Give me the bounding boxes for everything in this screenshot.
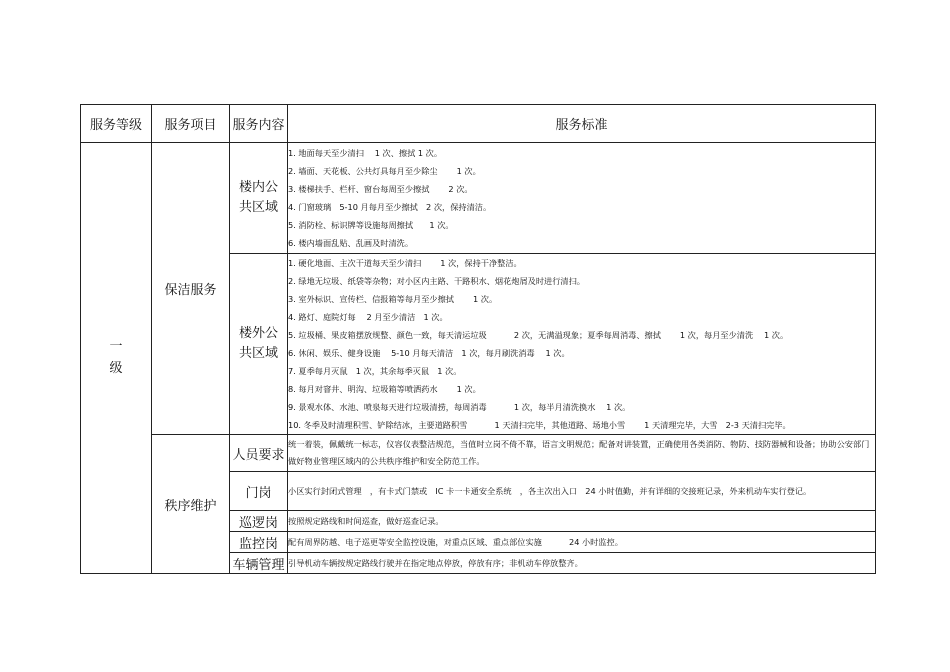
indoor-standard-4: 4. 门窗玻璃 5-10 月每月至少擦拭 2 次，保持清洁。 xyxy=(288,202,492,212)
outdoor-standard-10: 10. 冬季及时清理积雪、铲除结冰，主要道路积雪 1 天清扫完毕，其他道路、场地小雪 1 天清理完毕，大雪 2-3 天清扫完毕。 xyxy=(288,420,791,430)
outdoor-standard-4: 4. 路灯、庭院灯每 2 月至少清洁 1 次。 xyxy=(288,312,448,322)
header-service-content: 服务内容 xyxy=(230,105,288,143)
outdoor-standard-8: 8. 每月对窨井、明沟、垃圾箱等喷洒药水 1 次。 xyxy=(288,384,481,394)
level-line1: 一 xyxy=(109,339,123,354)
header-service-standard: 服务标准 xyxy=(288,105,876,143)
outdoor-standard-7: 7. 夏季每月灭鼠 1 次，其余每季灭鼠 1 次。 xyxy=(288,366,462,376)
level-line2: 级 xyxy=(109,361,123,376)
patrol-content: 巡逻岗 xyxy=(230,511,288,532)
patrol-standard: 按照规定路线和时间巡查，做好巡查记录。 xyxy=(288,511,876,532)
indoor-standard-3: 3. 楼梯扶手、栏杆、窗台每周至少擦拭 2 次。 xyxy=(288,184,473,194)
cleaning-service-item: 保洁服务 xyxy=(152,143,230,435)
indoor-area-content xyxy=(230,143,288,254)
outdoor-standard-5: 5. 垃圾桶、果皮箱摆放规整、颜色一致，每天清运垃圾 2 次，无满溢现象；夏季每周消毒、擦拭 1 次，每月至少清洗 1 次。 xyxy=(288,330,789,340)
order-personnel-row xyxy=(81,435,876,472)
service-standard-table xyxy=(80,104,876,574)
outdoor-line1: 楼外公 xyxy=(238,326,278,341)
indoor-standards xyxy=(288,143,876,254)
indoor-standard-6: 6. 楼内墙面乱贴、乱画及时清洗。 xyxy=(288,238,414,248)
personnel-content: 人员要求 xyxy=(230,435,288,472)
outdoor-standard-2: 2. 绿地无垃圾、纸袋等杂物；对小区内主路、干路积水、烟花炮屑及时进行清扫。 xyxy=(288,276,585,286)
outdoor-standard-3: 3. 室外标识、宣传栏、信报箱等每月至少擦拭 1 次。 xyxy=(288,294,498,304)
header-service-item: 服务项目 xyxy=(152,105,230,143)
indoor-line2: 共区域 xyxy=(238,200,278,215)
vehicle-standard: 引导机动车辆按规定路线行驶并在指定地点停放，停放有序；非机动车停放整齐。 xyxy=(288,553,876,574)
order-service-item: 秩序维护 xyxy=(152,435,230,574)
outdoor-standard-9: 9. 景观水体、水池、喷泉每天进行垃圾清捞，每周消毒 1 次，每半月清洗换水 1 次。 xyxy=(288,402,631,412)
header-service-level: 服务等级 xyxy=(81,105,152,143)
gate-standard: 小区实行封闭式管理 ，有卡式门禁或 IC 卡一卡通安全系统 ，各主次出入口 24 小时值勤，并有详细的交接班记录，外来机动车实行登记。 xyxy=(288,472,876,511)
gate-content: 门岗 xyxy=(230,472,288,511)
indoor-line1: 楼内公 xyxy=(238,180,278,195)
outdoor-standard-1: 1. 硬化地面、主次干道每天至少清扫 1 次，保持干净整洁。 xyxy=(288,258,522,268)
outdoor-standard-6: 6. 休闲、娱乐、健身设施 5-10 月每天清洁 1 次，每月刷洗消毒 1 次。 xyxy=(288,348,570,358)
vehicle-content: 车辆管理 xyxy=(230,553,288,574)
service-level-cell xyxy=(81,143,152,574)
outdoor-line2: 共区域 xyxy=(238,346,278,361)
header-row xyxy=(81,105,876,143)
outdoor-area-content xyxy=(230,254,288,435)
indoor-standard-1: 1. 地面每天至少清扫 1 次、擦拭 1 次。 xyxy=(288,148,443,158)
cleaning-indoor-row xyxy=(81,143,876,254)
indoor-standard-5: 5. 消防栓、标识牌等设施每周擦拭 1 次。 xyxy=(288,220,454,230)
monitor-content: 监控岗 xyxy=(230,532,288,553)
monitor-standard: 配有周界防越、电子巡更等安全监控设施，对重点区域、重点部位实施 24 小时监控。 xyxy=(288,532,876,553)
personnel-standard: 统一着装，佩戴统一标志，仪容仪表整洁规范，当值时立岗不倚不靠，语言文明规范；配备对讲装置，正确使用各类消防、物防、技防器械和设备；协助公安部门做好物业管理区域内的公共秩序维护和安全防范工作。 xyxy=(288,435,876,472)
outdoor-standards xyxy=(288,254,876,435)
indoor-standard-2: 2. 墙面、天花板、公共灯具每月至少除尘 1 次。 xyxy=(288,166,481,176)
